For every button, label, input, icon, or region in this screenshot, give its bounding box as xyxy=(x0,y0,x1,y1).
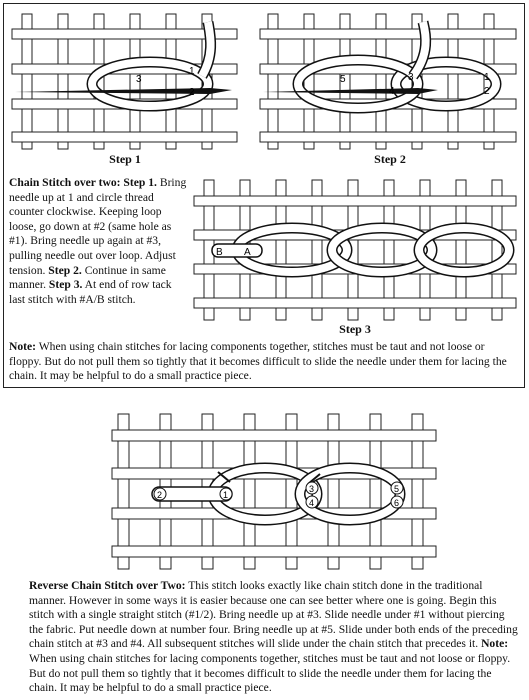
step2-diagram xyxy=(258,4,520,154)
step3-caption: Step 3 xyxy=(339,322,371,336)
instruction-title: Chain Stitch over two: Step 1. xyxy=(9,176,157,189)
step3-diagram xyxy=(192,178,520,323)
step3-label-b: B xyxy=(216,247,223,258)
step2-label-2: 2 xyxy=(484,86,490,97)
step1-label-3: 3 xyxy=(136,74,142,85)
needle-icon xyxy=(15,88,232,94)
instruction-text-c: At end of row tack last stitch with #A/B stitch. xyxy=(9,278,172,306)
chain-stitch-instructions xyxy=(9,176,187,307)
reverse-title: Reverse Chain Stitch over Two: xyxy=(29,579,186,592)
note-paragraph xyxy=(9,340,515,384)
instruction-text-b: Continue in same manner. xyxy=(9,263,166,292)
reverse-text: This stitch looks exactly like chain stitch done in the traditional manner. However in some ways it is easier because one can see better where one is going. Begin this stitch with a single straight stitch (#1/2). Bring needle up at #3. Slide needle under #1 without piercing the fabric. Put needle down at number four. Bring needle up at #5. Slide under both ends of the preceding chain stitch at #3 and #4. All subsequent stitches will slide under the chain stitch that precedes it. xyxy=(29,579,518,651)
instruction-step2-label: Step 2. xyxy=(48,263,82,277)
step2-label-3: 3 xyxy=(408,72,414,83)
reverse-label-3: 3 xyxy=(309,484,315,494)
instruction-text-a: Bring needle up at 1 and circle thread counter clockwise. Keeping loop loose, go down at #2 (same hole as #1). Bring needle up again at #3, pulling needle out over loop. Adjust tension. xyxy=(9,176,187,277)
step1-label-1: 1 xyxy=(189,66,195,77)
reverse-label-6: 6 xyxy=(394,498,400,508)
step1-label-2: 2 xyxy=(189,87,195,98)
reverse-chain-paragraph xyxy=(29,579,519,696)
step2-caption: Step 2 xyxy=(374,152,406,166)
step2-label-1: 1 xyxy=(484,72,490,83)
step2-label-5: 5 xyxy=(340,74,346,85)
reverse-note-text: When using chain stitches for lacing components together, stitches must be taut and not loose or floppy. But do not pull them so tightly that it becomes difficult to slide the needle under them for lacing the chain. It may be helpful to do a small practice piece. xyxy=(29,651,511,695)
reverse-chain-diagram xyxy=(110,412,440,572)
reverse-label-4: 4 xyxy=(309,498,315,508)
step1-diagram xyxy=(10,4,250,154)
instruction-step3-label: Step 3. xyxy=(48,278,83,292)
note-label: Note: xyxy=(9,340,37,353)
note-text: When using chain stitches for lacing components together, stitches must be taut and not loose or floppy. But do not pull them so tightly that it becomes difficult to slide the needle under them for lacing the chain. It may be helpful to do a small practice piece. xyxy=(9,340,507,383)
reverse-note-label: Note: xyxy=(481,637,509,651)
reverse-label-5: 5 xyxy=(394,484,400,494)
reverse-label-2: 2 xyxy=(157,490,163,500)
step3-label-a: A xyxy=(244,247,251,258)
step1-caption: Step 1 xyxy=(109,152,141,166)
reverse-label-1: 1 xyxy=(223,490,229,500)
step2-label-4: 4 xyxy=(389,86,395,97)
